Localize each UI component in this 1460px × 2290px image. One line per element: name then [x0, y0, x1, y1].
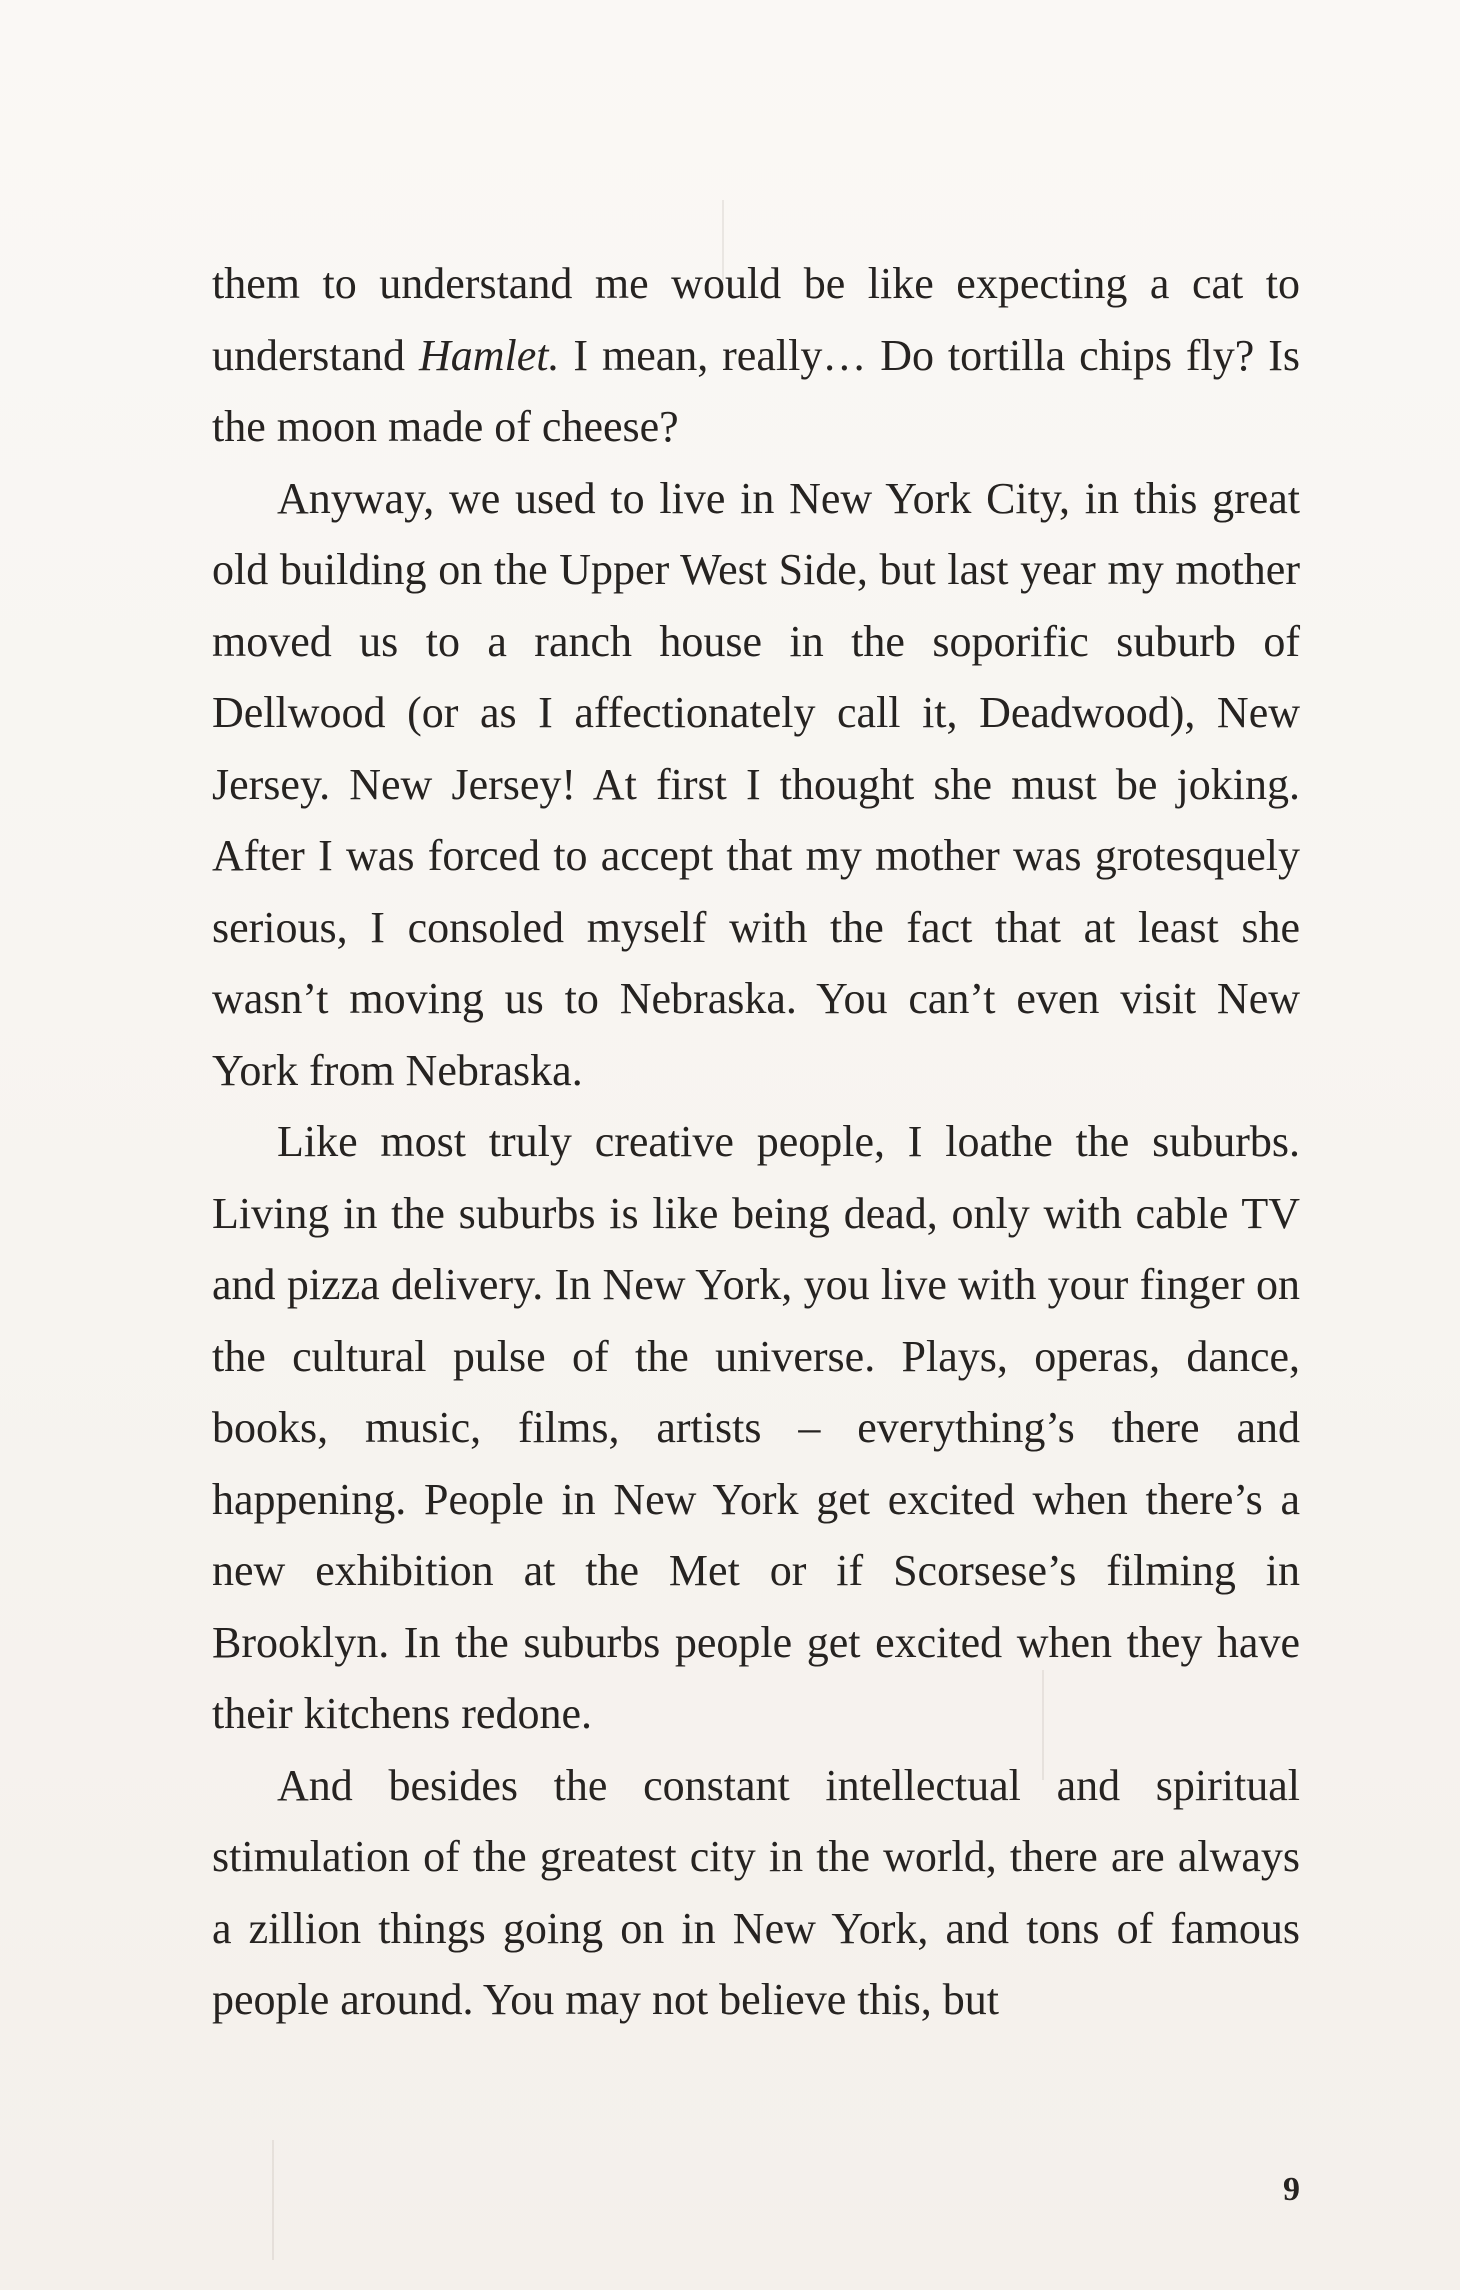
text-run: I mean, really… Do tortilla chips fly? Is the moon made of cheese? — [212, 330, 1300, 451]
paragraph — [212, 1750, 1300, 2036]
italic-title: Hamlet. — [418, 330, 560, 380]
paragraph — [212, 248, 1300, 463]
text-run: them to understand me would be like expecting a cat to understand — [212, 259, 1300, 380]
paper-scratch-mark — [272, 2140, 274, 2260]
text-run: Like most truly creative people, I loathe the suburbs. Living in the suburbs is like being dead, only with cable TV and pizza delivery. In New York, you live with your finger on the cultural pulse of the universe. Plays, operas, dance, books, music, films, artists – everything’s there and happening. People in New York get excited when there’s a new exhibition at the Met or if Scorsese’s filming in Brooklyn. In the suburbs people get excited when they have their kitchens redone. — [212, 1117, 1300, 1738]
page-number: 9 — [1283, 2171, 1300, 2208]
paragraph — [212, 1106, 1300, 1750]
body-text — [212, 248, 1300, 2036]
text-run: And besides the constant intellectual and spiritual stimulation of the greatest city in the world, there are always a zillion things going on in New York, and tons of famous people around. You may not believe this, but — [212, 1760, 1300, 2024]
text-run: Anyway, we used to live in New York City, in this great old building on the Upper West Side, but last year my mother moved us to a ranch house in the soporific suburb of Dellwood (or as I affectionately call it, Deadwood), New Jersey. New Jersey! At first I thought she must be joking. After I was forced to accept that my mother was grotesquely serious, I consoled myself with the fact that at least she wasn’t moving us to Nebraska. You can’t even visit New York from Nebraska. — [212, 473, 1300, 1095]
paragraph — [212, 463, 1300, 1107]
